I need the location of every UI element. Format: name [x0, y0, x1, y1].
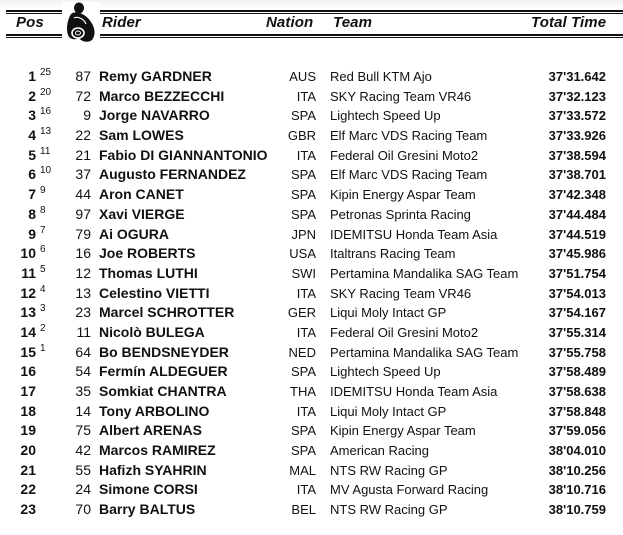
points: 13 — [40, 126, 52, 138]
table-row — [0, 500, 623, 520]
rider-name: Simone CORSI — [99, 481, 198, 498]
rider-name: Bo BENDSNEYDER — [99, 343, 229, 360]
nation: ITA — [296, 285, 316, 301]
table-row — [0, 284, 623, 304]
nation: SPA — [290, 187, 316, 203]
position: 2 — [28, 87, 36, 104]
table-row — [0, 421, 623, 441]
position: 17 — [20, 383, 36, 399]
rider-name: Albert ARENAS — [99, 422, 202, 439]
rider-name: Joe ROBERTS — [99, 245, 196, 262]
position: 9 — [28, 225, 36, 242]
rider-number: 9 — [83, 107, 91, 124]
nation: SPA — [290, 364, 316, 380]
rider-name: Ai OGURA — [99, 225, 169, 242]
header-total-time: Total Time — [531, 14, 607, 31]
points: 11 — [40, 145, 51, 157]
rider-name: Fabio DI GIANNANTONIO — [99, 146, 268, 163]
total-time: 38'10.716 — [548, 482, 606, 498]
rider-name: Sam LOWES — [99, 127, 184, 144]
rider-number: 79 — [75, 225, 91, 242]
total-time: 37'54.013 — [548, 285, 606, 301]
points: 8 — [40, 204, 46, 216]
header-nation: Nation — [266, 14, 314, 31]
rider-number: 14 — [75, 402, 91, 419]
points: 7 — [40, 224, 46, 236]
table-row — [0, 303, 623, 323]
position: 20 — [20, 442, 36, 459]
team: Petronas Sprinta Racing — [330, 206, 471, 222]
position: 1 — [28, 68, 36, 84]
rider-number: 21 — [75, 146, 91, 163]
nation: SPA — [290, 423, 316, 439]
team: Pertamina Mandalika SAG Team — [330, 265, 519, 281]
nation: BEL — [291, 502, 316, 518]
total-time: 37'44.484 — [548, 206, 606, 222]
nation: SWI — [291, 265, 316, 281]
total-time: 37'38.701 — [548, 167, 606, 183]
table-row — [0, 362, 623, 382]
total-time: 38'04.010 — [548, 443, 606, 459]
nation: ITA — [296, 324, 316, 340]
team: Elf Marc VDS Racing Team — [330, 128, 488, 144]
table-row — [0, 382, 623, 402]
position: 23 — [20, 501, 36, 518]
rider-number: 72 — [75, 87, 91, 104]
table-row — [0, 244, 623, 264]
points: 20 — [40, 86, 52, 98]
position: 13 — [20, 304, 36, 321]
total-time: 38'10.759 — [548, 502, 606, 518]
header-rider: Rider — [102, 14, 141, 31]
table-row — [0, 146, 623, 166]
table-row — [0, 461, 623, 481]
table-row — [0, 225, 623, 245]
points: 9 — [40, 185, 46, 197]
points: 10 — [40, 165, 52, 177]
total-time: 37'33.572 — [548, 108, 606, 124]
nation: ITA — [296, 88, 316, 104]
table-row — [0, 165, 623, 185]
nation: SPA — [290, 108, 316, 124]
points: 16 — [40, 106, 52, 118]
nation: JPN — [291, 226, 316, 242]
position: 14 — [20, 323, 36, 340]
points: 5 — [40, 263, 46, 275]
rider-name: Fermín ALDEGUER — [99, 363, 228, 380]
table-row — [0, 402, 623, 422]
total-time: 37'51.754 — [548, 265, 606, 281]
nation: THA — [290, 384, 316, 399]
points: 1 — [40, 342, 46, 354]
table-row — [0, 205, 623, 225]
rider-name: Thomas LUTHI — [99, 264, 198, 281]
table-row — [0, 264, 623, 284]
nation: GBR — [287, 128, 316, 144]
rider-number: 37 — [75, 166, 91, 183]
rider-number: 13 — [75, 284, 91, 301]
table-row — [0, 323, 623, 343]
total-time: 37'55.758 — [548, 344, 606, 360]
total-time: 37'58.489 — [548, 364, 606, 380]
points: 2 — [40, 322, 46, 334]
team: Kipin Energy Aspar Team — [330, 187, 476, 203]
rider-number: 12 — [75, 264, 91, 281]
nation: ITA — [296, 147, 316, 163]
rider-number: 42 — [75, 442, 91, 459]
team: IDEMITSU Honda Team Asia — [330, 384, 498, 399]
total-time: 37'32.123 — [548, 88, 606, 104]
rider-name: Aron CANET — [99, 186, 184, 203]
rider-number: 11 — [76, 323, 91, 340]
nation: AUS — [289, 69, 316, 84]
nation: USA — [289, 246, 316, 262]
rider-number: 75 — [75, 422, 91, 439]
team: Elf Marc VDS Racing Team — [330, 167, 488, 183]
team: Federal Oil Gresini Moto2 — [330, 324, 479, 340]
team: Kipin Energy Aspar Team — [330, 423, 476, 439]
total-time: 37'45.986 — [548, 246, 606, 262]
rider-number: 44 — [75, 186, 91, 203]
rider-number: 35 — [75, 383, 91, 399]
table-row — [0, 67, 623, 87]
position: 21 — [20, 461, 36, 478]
rider-name: Marcel SCHROTTER — [99, 304, 235, 321]
rider-name: Marcos RAMIREZ — [99, 442, 216, 459]
rider-name: Hafizh SYAHRIN — [99, 461, 207, 478]
total-time: 37'38.594 — [548, 147, 606, 163]
nation: SPA — [290, 206, 316, 222]
team: MV Agusta Forward Racing — [330, 482, 489, 498]
total-time: 37'42.348 — [548, 187, 606, 203]
results-table — [0, 67, 623, 520]
rider-number: 70 — [75, 501, 91, 518]
position: 6 — [28, 166, 36, 183]
table-row — [0, 126, 623, 146]
position: 15 — [20, 343, 36, 360]
total-time: 37'55.314 — [548, 324, 606, 340]
team: NTS RW Racing GP — [330, 502, 448, 518]
team: NTS RW Racing GP — [330, 462, 448, 478]
rider-number: 16 — [75, 245, 91, 262]
team: IDEMITSU Honda Team Asia — [330, 226, 498, 242]
nation: GER — [287, 305, 316, 321]
rider-number: 87 — [75, 68, 91, 84]
total-time: 37'58.848 — [548, 403, 606, 419]
table-row — [0, 343, 623, 363]
rider-name: Somkiat CHANTRA — [99, 383, 227, 399]
rider-name: Celestino VIETTI — [99, 284, 210, 301]
points: 6 — [40, 244, 46, 256]
total-time: 37'58.638 — [548, 384, 606, 399]
team: Liqui Moly Intact GP — [330, 403, 447, 419]
table-row — [0, 185, 623, 205]
position: 22 — [20, 481, 36, 498]
position: 4 — [28, 127, 36, 144]
rider-name: Remy GARDNER — [99, 68, 212, 84]
rider-name: Marco BEZZECCHI — [99, 87, 225, 104]
position: 18 — [20, 402, 36, 419]
table-row — [0, 480, 623, 500]
team: SKY Racing Team VR46 — [330, 285, 472, 301]
team: Liqui Moly Intact GP — [330, 305, 447, 321]
position: 19 — [20, 422, 36, 439]
rider-number: 23 — [75, 304, 91, 321]
rider-name: Tony ARBOLINO — [99, 402, 210, 419]
table-row — [0, 87, 623, 107]
table-row — [0, 441, 623, 461]
points: 4 — [40, 283, 46, 295]
table-row — [0, 106, 623, 126]
nation: ITA — [296, 403, 316, 419]
position: 8 — [28, 205, 36, 222]
total-time: 38'10.256 — [548, 462, 606, 478]
nation: SPA — [290, 167, 316, 183]
total-time: 37'44.519 — [548, 226, 606, 242]
motorcycle-rider-icon — [62, 2, 100, 44]
team: Lightech Speed Up — [330, 108, 441, 124]
rider-name: Barry BALTUS — [99, 501, 196, 518]
rider-number: 22 — [75, 127, 91, 144]
position: 11 — [21, 264, 36, 281]
rider-name: Nicolò BULEGA — [99, 323, 205, 340]
team: SKY Racing Team VR46 — [330, 88, 472, 104]
rider-name: Xavi VIERGE — [99, 205, 185, 222]
rider-number: 54 — [75, 363, 91, 380]
total-time: 37'31.642 — [548, 69, 606, 84]
total-time: 37'54.167 — [548, 305, 606, 321]
nation: NED — [288, 344, 316, 360]
nation: SPA — [290, 443, 316, 459]
team: American Racing — [330, 443, 429, 459]
team: Federal Oil Gresini Moto2 — [330, 147, 479, 163]
total-time: 37'59.056 — [548, 423, 606, 439]
nation: MAL — [289, 462, 316, 478]
position: 10 — [20, 245, 36, 262]
team: Red Bull KTM Ajo — [330, 69, 432, 84]
position: 16 — [20, 363, 36, 380]
position: 7 — [28, 186, 36, 203]
team: Italtrans Racing Team — [330, 246, 456, 262]
header-pos: Pos — [16, 14, 44, 31]
team: Lightech Speed Up — [330, 364, 441, 380]
nation: ITA — [296, 482, 316, 498]
rider-number: 97 — [75, 205, 91, 222]
rider-name: Jorge NAVARRO — [99, 107, 210, 124]
rider-number: 24 — [75, 481, 91, 498]
rider-number: 55 — [75, 461, 91, 478]
header-team: Team — [333, 14, 373, 31]
team: Pertamina Mandalika SAG Team — [330, 344, 519, 360]
rider-name: Augusto FERNANDEZ — [99, 166, 246, 183]
position: 3 — [28, 107, 36, 124]
position: 5 — [28, 146, 36, 163]
points: 25 — [40, 67, 52, 78]
rider-number: 64 — [75, 343, 91, 360]
points: 3 — [40, 303, 46, 315]
total-time: 37'33.926 — [548, 128, 606, 144]
position: 12 — [20, 284, 36, 301]
